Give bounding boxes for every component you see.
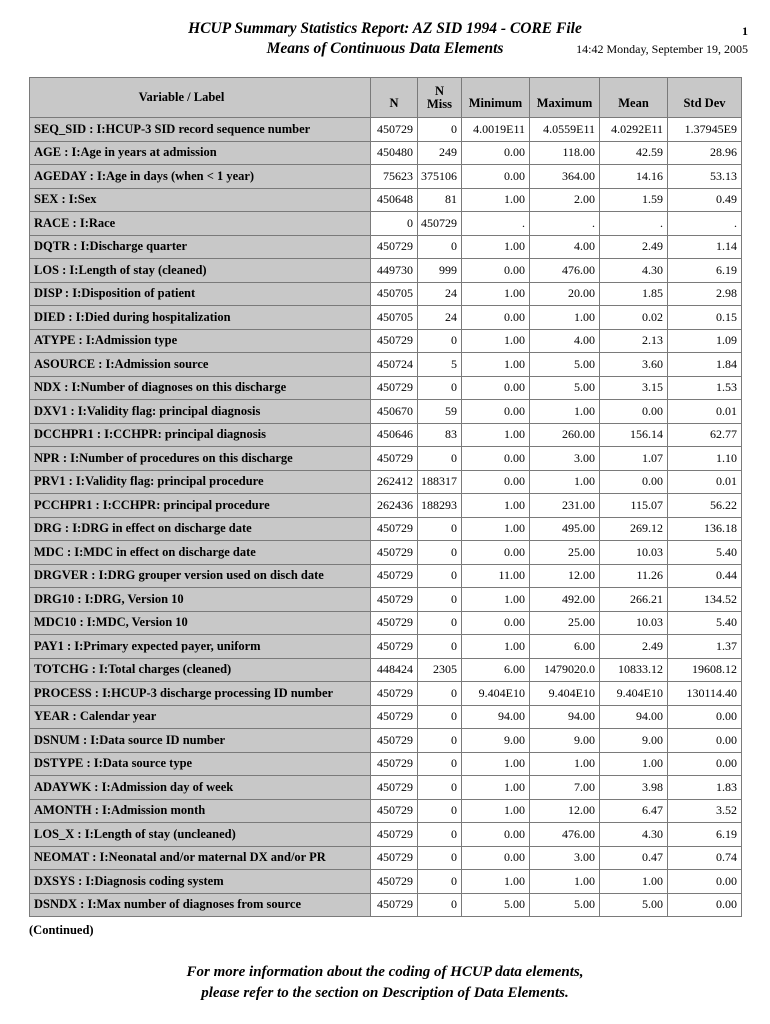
- variable-label: YEAR : Calendar year: [30, 705, 371, 729]
- maximum-value: 118.00: [530, 141, 600, 165]
- table-row: [30, 212, 742, 236]
- stddev-value: 56.22: [668, 494, 742, 518]
- stddev-value: 6.19: [668, 259, 742, 283]
- report-datetime: 14:42 Monday, September 19, 2005: [576, 42, 748, 56]
- n-value: 450480: [371, 141, 418, 165]
- mean-value: 1.00: [600, 870, 668, 894]
- mean-value: 4.30: [600, 823, 668, 847]
- minimum-value: 1.00: [462, 870, 530, 894]
- variable-label: MDC10 : I:MDC, Version 10: [30, 611, 371, 635]
- mean-value: 9.404E10: [600, 682, 668, 706]
- nmiss-value: 0: [418, 682, 462, 706]
- minimum-value: 9.00: [462, 729, 530, 753]
- table-header-row: [30, 78, 742, 118]
- maximum-value: 25.00: [530, 541, 600, 565]
- table-row: [30, 517, 742, 541]
- stddev-value: 0.44: [668, 564, 742, 588]
- minimum-value: 0.00: [462, 141, 530, 165]
- table-row: [30, 423, 742, 447]
- n-value: 450724: [371, 353, 418, 377]
- variable-label: DSNDX : I:Max number of diagnoses from source: [30, 893, 371, 917]
- n-value: 450729: [371, 799, 418, 823]
- n-value: 262436: [371, 494, 418, 518]
- nmiss-value: 24: [418, 306, 462, 330]
- maximum-value: 1.00: [530, 306, 600, 330]
- nmiss-value: 2305: [418, 658, 462, 682]
- mean-value: 156.14: [600, 423, 668, 447]
- minimum-value: 1.00: [462, 188, 530, 212]
- nmiss-value: 375106: [418, 165, 462, 189]
- maximum-value: 12.00: [530, 799, 600, 823]
- col-header-variable: Variable / Label: [30, 78, 371, 118]
- minimum-value: 1.00: [462, 776, 530, 800]
- table-row: [30, 682, 742, 706]
- table-row: [30, 470, 742, 494]
- n-value: 450729: [371, 893, 418, 917]
- maximum-value: 364.00: [530, 165, 600, 189]
- n-value: 262412: [371, 470, 418, 494]
- stddev-value: 1.09: [668, 329, 742, 353]
- stddev-value: 0.74: [668, 846, 742, 870]
- mean-value: 10833.12: [600, 658, 668, 682]
- n-value: 450729: [371, 870, 418, 894]
- maximum-value: 495.00: [530, 517, 600, 541]
- minimum-value: 1.00: [462, 799, 530, 823]
- table-row: [30, 282, 742, 306]
- stddev-value: 1.37945E9: [668, 118, 742, 142]
- table-row: [30, 447, 742, 471]
- mean-value: 115.07: [600, 494, 668, 518]
- table-row: [30, 635, 742, 659]
- col-header-nmiss: N Miss: [418, 78, 462, 118]
- nmiss-value: 0: [418, 118, 462, 142]
- variable-label: SEQ_SID : I:HCUP-3 SID record sequence number: [30, 118, 371, 142]
- maximum-value: 492.00: [530, 588, 600, 612]
- stddev-value: 0.01: [668, 470, 742, 494]
- minimum-value: 1.00: [462, 353, 530, 377]
- col-header-stddev: Std Dev: [668, 78, 742, 118]
- n-value: 450729: [371, 564, 418, 588]
- table-row: [30, 165, 742, 189]
- mean-value: 0.47: [600, 846, 668, 870]
- maximum-value: 260.00: [530, 423, 600, 447]
- minimum-value: 1.00: [462, 282, 530, 306]
- table-row: [30, 306, 742, 330]
- col-header-minimum: Minimum: [462, 78, 530, 118]
- stddev-value: 1.83: [668, 776, 742, 800]
- minimum-value: 0.00: [462, 306, 530, 330]
- nmiss-value: 0: [418, 517, 462, 541]
- minimum-value: 1.00: [462, 423, 530, 447]
- maximum-value: 231.00: [530, 494, 600, 518]
- n-value: 450729: [371, 329, 418, 353]
- stddev-value: 3.52: [668, 799, 742, 823]
- maximum-value: 25.00: [530, 611, 600, 635]
- variable-label: LOS_X : I:Length of stay (uncleaned): [30, 823, 371, 847]
- n-value: 450729: [371, 235, 418, 259]
- variable-label: ASOURCE : I:Admission source: [30, 353, 371, 377]
- variable-label: PRV1 : I:Validity flag: principal procedure: [30, 470, 371, 494]
- mean-value: 9.00: [600, 729, 668, 753]
- maximum-value: 4.00: [530, 235, 600, 259]
- variable-label: AGE : I:Age in years at admission: [30, 141, 371, 165]
- n-value: 450729: [371, 376, 418, 400]
- table-row: [30, 141, 742, 165]
- variable-label: PAY1 : I:Primary expected payer, uniform: [30, 635, 371, 659]
- n-value: 450729: [371, 705, 418, 729]
- minimum-value: 1.00: [462, 517, 530, 541]
- table-row: [30, 893, 742, 917]
- n-value: 450670: [371, 400, 418, 424]
- continued-label: (Continued): [29, 923, 94, 937]
- mean-value: 0.00: [600, 400, 668, 424]
- nmiss-value: 0: [418, 611, 462, 635]
- n-value: 450729: [371, 635, 418, 659]
- stddev-value: 0.00: [668, 752, 742, 776]
- minimum-value: 6.00: [462, 658, 530, 682]
- minimum-value: .: [462, 212, 530, 236]
- maximum-value: 476.00: [530, 259, 600, 283]
- stddev-value: .: [668, 212, 742, 236]
- stddev-value: 1.53: [668, 376, 742, 400]
- stddev-value: 0.00: [668, 729, 742, 753]
- maximum-value: 4.00: [530, 329, 600, 353]
- minimum-value: 0.00: [462, 165, 530, 189]
- mean-value: 1.85: [600, 282, 668, 306]
- minimum-value: 1.00: [462, 635, 530, 659]
- table-row: [30, 235, 742, 259]
- statistics-table: [29, 77, 742, 917]
- nmiss-value: 0: [418, 541, 462, 565]
- variable-label: ADAYWK : I:Admission day of week: [30, 776, 371, 800]
- stddev-value: 1.37: [668, 635, 742, 659]
- variable-label: DIED : I:Died during hospitalization: [30, 306, 371, 330]
- nmiss-value: 0: [418, 799, 462, 823]
- variable-label: DXSYS : I:Diagnosis coding system: [30, 870, 371, 894]
- table-row: [30, 705, 742, 729]
- mean-value: 269.12: [600, 517, 668, 541]
- nmiss-value: 0: [418, 705, 462, 729]
- table-body: [30, 118, 742, 917]
- variable-label: NDX : I:Number of diagnoses on this discharge: [30, 376, 371, 400]
- n-value: 450729: [371, 682, 418, 706]
- variable-label: RACE : I:Race: [30, 212, 371, 236]
- nmiss-value: 450729: [418, 212, 462, 236]
- stddev-value: 5.40: [668, 611, 742, 635]
- mean-value: 2.49: [600, 235, 668, 259]
- variable-label: AMONTH : I:Admission month: [30, 799, 371, 823]
- n-value: 450729: [371, 823, 418, 847]
- mean-value: 4.0292E11: [600, 118, 668, 142]
- n-value: 449730: [371, 259, 418, 283]
- table-row: [30, 588, 742, 612]
- maximum-value: 1.00: [530, 752, 600, 776]
- maximum-value: 9.00: [530, 729, 600, 753]
- n-value: 450729: [371, 611, 418, 635]
- minimum-value: 1.00: [462, 494, 530, 518]
- nmiss-value: 0: [418, 823, 462, 847]
- maximum-value: 1.00: [530, 400, 600, 424]
- stddev-value: 136.18: [668, 517, 742, 541]
- stddev-value: 0.00: [668, 870, 742, 894]
- nmiss-value: 0: [418, 752, 462, 776]
- maximum-value: 94.00: [530, 705, 600, 729]
- maximum-value: 1.00: [530, 470, 600, 494]
- mean-value: 2.13: [600, 329, 668, 353]
- stddev-value: 6.19: [668, 823, 742, 847]
- stddev-value: 62.77: [668, 423, 742, 447]
- mean-value: 1.07: [600, 447, 668, 471]
- n-value: 450729: [371, 588, 418, 612]
- stddev-value: 53.13: [668, 165, 742, 189]
- n-value: 450705: [371, 306, 418, 330]
- mean-value: 1.59: [600, 188, 668, 212]
- minimum-value: 1.00: [462, 235, 530, 259]
- minimum-value: 1.00: [462, 588, 530, 612]
- table-row: [30, 658, 742, 682]
- table-row: [30, 376, 742, 400]
- col-header-maximum: Maximum: [530, 78, 600, 118]
- n-value: 450729: [371, 776, 418, 800]
- nmiss-value: 24: [418, 282, 462, 306]
- variable-label: DISP : I:Disposition of patient: [30, 282, 371, 306]
- mean-value: 5.00: [600, 893, 668, 917]
- n-value: 450646: [371, 423, 418, 447]
- stddev-value: 19608.12: [668, 658, 742, 682]
- table-row: [30, 823, 742, 847]
- variable-label: NEOMAT : I:Neonatal and/or maternal DX and/or PR: [30, 846, 371, 870]
- minimum-value: 11.00: [462, 564, 530, 588]
- mean-value: 94.00: [600, 705, 668, 729]
- table-row: [30, 729, 742, 753]
- minimum-value: 0.00: [462, 823, 530, 847]
- report-title: HCUP Summary Statistics Report: AZ SID 1994 - CORE File: [188, 20, 582, 37]
- n-value: 448424: [371, 658, 418, 682]
- stddev-value: 0.00: [668, 705, 742, 729]
- n-value: 450729: [371, 752, 418, 776]
- minimum-value: 9.404E10: [462, 682, 530, 706]
- nmiss-value: 83: [418, 423, 462, 447]
- variable-label: DQTR : I:Discharge quarter: [30, 235, 371, 259]
- mean-value: 10.03: [600, 541, 668, 565]
- col-header-mean: Mean: [600, 78, 668, 118]
- variable-label: DRGVER : I:DRG grouper version used on disch date: [30, 564, 371, 588]
- variable-label: DRG : I:DRG in effect on discharge date: [30, 517, 371, 541]
- maximum-value: 9.404E10: [530, 682, 600, 706]
- table-row: [30, 541, 742, 565]
- variable-label: PCCHPR1 : I:CCHPR: principal procedure: [30, 494, 371, 518]
- maximum-value: 20.00: [530, 282, 600, 306]
- mean-value: 11.26: [600, 564, 668, 588]
- table-row: [30, 846, 742, 870]
- maximum-value: 3.00: [530, 447, 600, 471]
- mean-value: 1.00: [600, 752, 668, 776]
- mean-value: 0.00: [600, 470, 668, 494]
- n-value: 450729: [371, 846, 418, 870]
- minimum-value: 5.00: [462, 893, 530, 917]
- stddev-value: 130114.40: [668, 682, 742, 706]
- table-row: [30, 400, 742, 424]
- table-row: [30, 752, 742, 776]
- minimum-value: 0.00: [462, 470, 530, 494]
- stddev-value: 2.98: [668, 282, 742, 306]
- stddev-value: 0.00: [668, 893, 742, 917]
- maximum-value: 1479020.0: [530, 658, 600, 682]
- minimum-value: 1.00: [462, 752, 530, 776]
- n-value: 450705: [371, 282, 418, 306]
- mean-value: 42.59: [600, 141, 668, 165]
- maximum-value: 1.00: [530, 870, 600, 894]
- nmiss-value: 59: [418, 400, 462, 424]
- variable-label: SEX : I:Sex: [30, 188, 371, 212]
- mean-value: 3.60: [600, 353, 668, 377]
- stddev-value: 0.49: [668, 188, 742, 212]
- mean-value: 4.30: [600, 259, 668, 283]
- n-value: 450729: [371, 118, 418, 142]
- n-value: 0: [371, 212, 418, 236]
- maximum-value: 4.0559E11: [530, 118, 600, 142]
- maximum-value: 2.00: [530, 188, 600, 212]
- n-value: 450729: [371, 517, 418, 541]
- table-row: [30, 776, 742, 800]
- nmiss-value: 0: [418, 329, 462, 353]
- n-value: 75623: [371, 165, 418, 189]
- footer-note-line1: For more information about the coding of HCUP data elements,: [186, 964, 584, 980]
- nmiss-value: 0: [418, 870, 462, 894]
- n-value: 450729: [371, 729, 418, 753]
- n-value: 450648: [371, 188, 418, 212]
- minimum-value: 0.00: [462, 611, 530, 635]
- minimum-value: 0.00: [462, 376, 530, 400]
- table-row: [30, 259, 742, 283]
- stddev-value: 0.15: [668, 306, 742, 330]
- stddev-value: 0.01: [668, 400, 742, 424]
- variable-label: DCCHPR1 : I:CCHPR: principal diagnosis: [30, 423, 371, 447]
- nmiss-value: 0: [418, 729, 462, 753]
- mean-value: .: [600, 212, 668, 236]
- variable-label: AGEDAY : I:Age in days (when < 1 year): [30, 165, 371, 189]
- nmiss-value: 0: [418, 776, 462, 800]
- minimum-value: 0.00: [462, 447, 530, 471]
- variable-label: NPR : I:Number of procedures on this discharge: [30, 447, 371, 471]
- table-row: [30, 799, 742, 823]
- mean-value: 14.16: [600, 165, 668, 189]
- table-row: [30, 611, 742, 635]
- stddev-value: 5.40: [668, 541, 742, 565]
- maximum-value: 12.00: [530, 564, 600, 588]
- maximum-value: 5.00: [530, 893, 600, 917]
- nmiss-value: 0: [418, 635, 462, 659]
- mean-value: 3.15: [600, 376, 668, 400]
- nmiss-value: 0: [418, 235, 462, 259]
- stddev-value: 134.52: [668, 588, 742, 612]
- page-number: 1: [742, 24, 748, 38]
- variable-label: PROCESS : I:HCUP-3 discharge processing ID number: [30, 682, 371, 706]
- col-header-n: N: [371, 78, 418, 118]
- table-row: [30, 353, 742, 377]
- maximum-value: 5.00: [530, 376, 600, 400]
- maximum-value: .: [530, 212, 600, 236]
- variable-label: TOTCHG : I:Total charges (cleaned): [30, 658, 371, 682]
- maximum-value: 3.00: [530, 846, 600, 870]
- stddev-value: 1.10: [668, 447, 742, 471]
- nmiss-value: 188293: [418, 494, 462, 518]
- nmiss-value: 0: [418, 376, 462, 400]
- minimum-value: 0.00: [462, 259, 530, 283]
- nmiss-value: 0: [418, 564, 462, 588]
- nmiss-value: 188317: [418, 470, 462, 494]
- variable-label: ATYPE : I:Admission type: [30, 329, 371, 353]
- footer-note-line2: please refer to the section on Description of Data Elements.: [201, 985, 569, 1001]
- mean-value: 10.03: [600, 611, 668, 635]
- mean-value: 3.98: [600, 776, 668, 800]
- maximum-value: 6.00: [530, 635, 600, 659]
- nmiss-value: 999: [418, 259, 462, 283]
- table-row: [30, 118, 742, 142]
- minimum-value: 0.00: [462, 541, 530, 565]
- maximum-value: 476.00: [530, 823, 600, 847]
- mean-value: 266.21: [600, 588, 668, 612]
- minimum-value: 1.00: [462, 329, 530, 353]
- table-row: [30, 188, 742, 212]
- nmiss-value: 0: [418, 893, 462, 917]
- nmiss-value: 0: [418, 588, 462, 612]
- maximum-value: 7.00: [530, 776, 600, 800]
- minimum-value: 4.0019E11: [462, 118, 530, 142]
- stddev-value: 28.96: [668, 141, 742, 165]
- n-value: 450729: [371, 447, 418, 471]
- variable-label: DSNUM : I:Data source ID number: [30, 729, 371, 753]
- nmiss-value: 81: [418, 188, 462, 212]
- table-row: [30, 870, 742, 894]
- variable-label: DXV1 : I:Validity flag: principal diagnosis: [30, 400, 371, 424]
- table-row: [30, 329, 742, 353]
- nmiss-value: 0: [418, 447, 462, 471]
- minimum-value: 94.00: [462, 705, 530, 729]
- mean-value: 0.02: [600, 306, 668, 330]
- table-row: [30, 494, 742, 518]
- report-subtitle: Means of Continuous Data Elements: [266, 40, 504, 57]
- mean-value: 6.47: [600, 799, 668, 823]
- variable-label: LOS : I:Length of stay (cleaned): [30, 259, 371, 283]
- table-row: [30, 564, 742, 588]
- nmiss-value: 5: [418, 353, 462, 377]
- variable-label: MDC : I:MDC in effect on discharge date: [30, 541, 371, 565]
- stddev-value: 1.84: [668, 353, 742, 377]
- minimum-value: 0.00: [462, 400, 530, 424]
- variable-label: DRG10 : I:DRG, Version 10: [30, 588, 371, 612]
- mean-value: 2.49: [600, 635, 668, 659]
- n-value: 450729: [371, 541, 418, 565]
- variable-label: DSTYPE : I:Data source type: [30, 752, 371, 776]
- nmiss-value: 249: [418, 141, 462, 165]
- nmiss-value: 0: [418, 846, 462, 870]
- stddev-value: 1.14: [668, 235, 742, 259]
- minimum-value: 0.00: [462, 846, 530, 870]
- maximum-value: 5.00: [530, 353, 600, 377]
